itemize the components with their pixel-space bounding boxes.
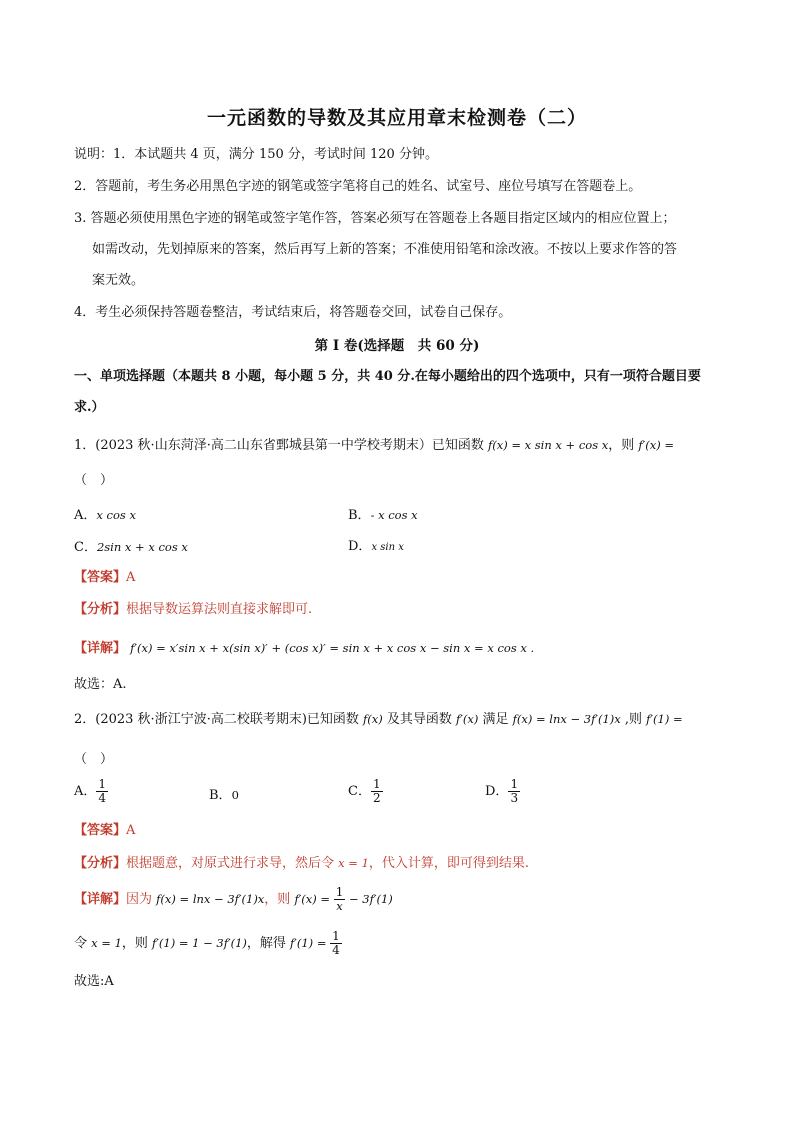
line2-mid: ，则 <box>121 936 153 951</box>
q2-analysis <box>74 855 529 872</box>
option-label: B． <box>348 508 371 523</box>
q1-stem <box>74 437 674 454</box>
detail-mid: ，则 <box>264 892 295 907</box>
answer-tag: 【答案】 <box>74 823 127 838</box>
q1-derivative: f′(x) = <box>638 438 675 452</box>
q1-option-b[interactable] <box>348 507 418 524</box>
instruction-3: 3. 答题必须使用黑色字迹的钢笔或签字笔作答，答案必须写在答题卷上各题目指定区域内的相应位置上； <box>74 211 676 226</box>
page-title: 一元函数的导数及其应用章末检测卷（二） <box>206 107 587 129</box>
detail-tag: 【详解】 <box>74 892 127 907</box>
option-label: D． <box>485 784 509 799</box>
analysis-tag: 【分析】 <box>74 602 127 617</box>
instruction-3-end: 案无效。 <box>92 273 145 288</box>
q1-option-a[interactable] <box>74 507 136 524</box>
q1-stem-prefix: 1．(2023 秋·山东菏泽·高二山东省鄄城县第一中学校考期末）已知函数 <box>74 438 488 453</box>
q2-option-a[interactable] <box>74 778 108 805</box>
q2-option-d[interactable] <box>485 778 520 805</box>
q1-stem-mid: ，则 <box>608 438 639 453</box>
option-math: x sin x <box>371 542 404 553</box>
detail-fraction: $\frac{1}{x}$ <box>335 885 344 913</box>
option-math: 2sin x + x cos x <box>96 540 188 554</box>
detail-eq2-right: − 3f′(1) <box>345 892 393 906</box>
q2-paren: （ ） <box>74 752 114 767</box>
answer-value: A <box>126 823 136 838</box>
option-value: 0 <box>231 788 239 802</box>
analysis-pre: 根据题意，对原式进行求导，然后令 <box>126 856 339 871</box>
answer-tag: 【答案】 <box>74 570 127 585</box>
section-title: 第 I 卷(选择题 共 60 分) <box>314 338 480 354</box>
q1-answer <box>74 570 135 586</box>
q2-option-c[interactable] <box>348 778 383 805</box>
q2-fpx: f′(x) <box>456 712 479 726</box>
detail-math: f′(x) = x′sin x + x(sin x)′ + (cos x)′ = sin x + x cos x − sin x = x cos x . <box>130 641 535 655</box>
q1-function: f(x) = x sin x + cos x <box>487 438 609 452</box>
line2-solve: ，解得 <box>246 936 291 951</box>
line2-fraction: $\frac{1}{4}$ <box>332 929 340 957</box>
option-label: B． <box>209 788 232 803</box>
option-label: A． <box>74 784 97 799</box>
q2-stem-mid2: 满足 <box>478 712 513 727</box>
q1-analysis <box>74 602 312 618</box>
detail-eq1: f(x) = lnx − 3f′(1)x <box>156 892 265 906</box>
q2-option-b[interactable] <box>209 787 239 804</box>
q2-stem-prefix: 2．(2023 秋·浙江宁波·高二校联考期末)已知函数 <box>74 712 364 727</box>
option-math: x cos x <box>96 508 136 522</box>
option-fraction: $\frac{1}{3}$ <box>510 777 519 805</box>
line2-x: x = 1 <box>91 936 122 950</box>
q2-answer <box>74 823 135 839</box>
q2-conclusion: 故选:A <box>74 974 114 989</box>
option-label: A． <box>74 508 97 523</box>
instruction-2: 2．答题前，考生务必用黑色字迹的钢笔或签字笔将自己的姓名、试室号、座位号填写在答题卷上。 <box>74 179 642 194</box>
instruction-3-cont: 如需改动，先划掉原来的答案，然后再写上新的答案；不准使用铅笔和涂改液。不按以上要求作答的答 <box>92 242 678 257</box>
q1-detail <box>74 640 534 657</box>
detail-eq2-left: f′(x) = <box>294 892 334 906</box>
option-label: C． <box>348 784 371 799</box>
analysis-math: x = 1 <box>338 856 369 870</box>
q2-fx: f(x) <box>363 712 383 726</box>
detail-pre: 因为 <box>126 892 157 907</box>
option-math: - x cos x <box>370 508 418 522</box>
line2-eq: f′(1) = 1 − 3f′(1) <box>152 936 247 950</box>
q1-option-d[interactable] <box>348 539 404 556</box>
part1-heading-cont: 求.） <box>74 400 105 415</box>
analysis-text: 根据导数运算法则直接求解即可. <box>126 602 313 617</box>
analysis-tag: 【分析】 <box>74 856 127 871</box>
q1-conclusion: 故选：A. <box>74 677 127 692</box>
q2-stem-mid3: ,则 <box>620 712 647 727</box>
instruction-1: 说明：1．本试题共 4 页，满分 150 分，考试时间 120 分钟。 <box>74 147 438 162</box>
option-label: D． <box>348 539 372 554</box>
q2-detail-line2 <box>74 928 342 959</box>
option-label: C． <box>74 540 97 555</box>
q1-paren: （ ） <box>74 473 114 488</box>
analysis-post: ，代入计算，即可得到结果. <box>368 856 530 871</box>
line2-res: f′(1) = <box>290 936 331 950</box>
answer-value: A <box>126 570 136 585</box>
detail-tag: 【详解】 <box>74 641 127 656</box>
q2-equation: f(x) = lnx − 3f′(1)x <box>512 712 621 726</box>
q2-stem <box>74 711 683 728</box>
line2-pre: 令 <box>74 936 92 951</box>
q2-target: f′(1) = <box>646 712 683 726</box>
q1-option-c[interactable] <box>74 539 188 556</box>
q2-stem-mid1: 及其导函数 <box>382 712 457 727</box>
instruction-4: 4．考生必须保持答题卷整洁，考试结束后，将答题卷交回，试卷自己保存。 <box>74 305 512 320</box>
option-fraction: $\frac{1}{4}$ <box>98 777 107 805</box>
option-fraction: $\frac{1}{2}$ <box>372 777 381 805</box>
part1-heading: 一、单项选择题（本题共 8 小题，每小题 5 分，共 40 分.在每小题给出的四个选项中，只有一项符合题目要 <box>74 369 701 384</box>
q2-detail <box>74 884 393 915</box>
